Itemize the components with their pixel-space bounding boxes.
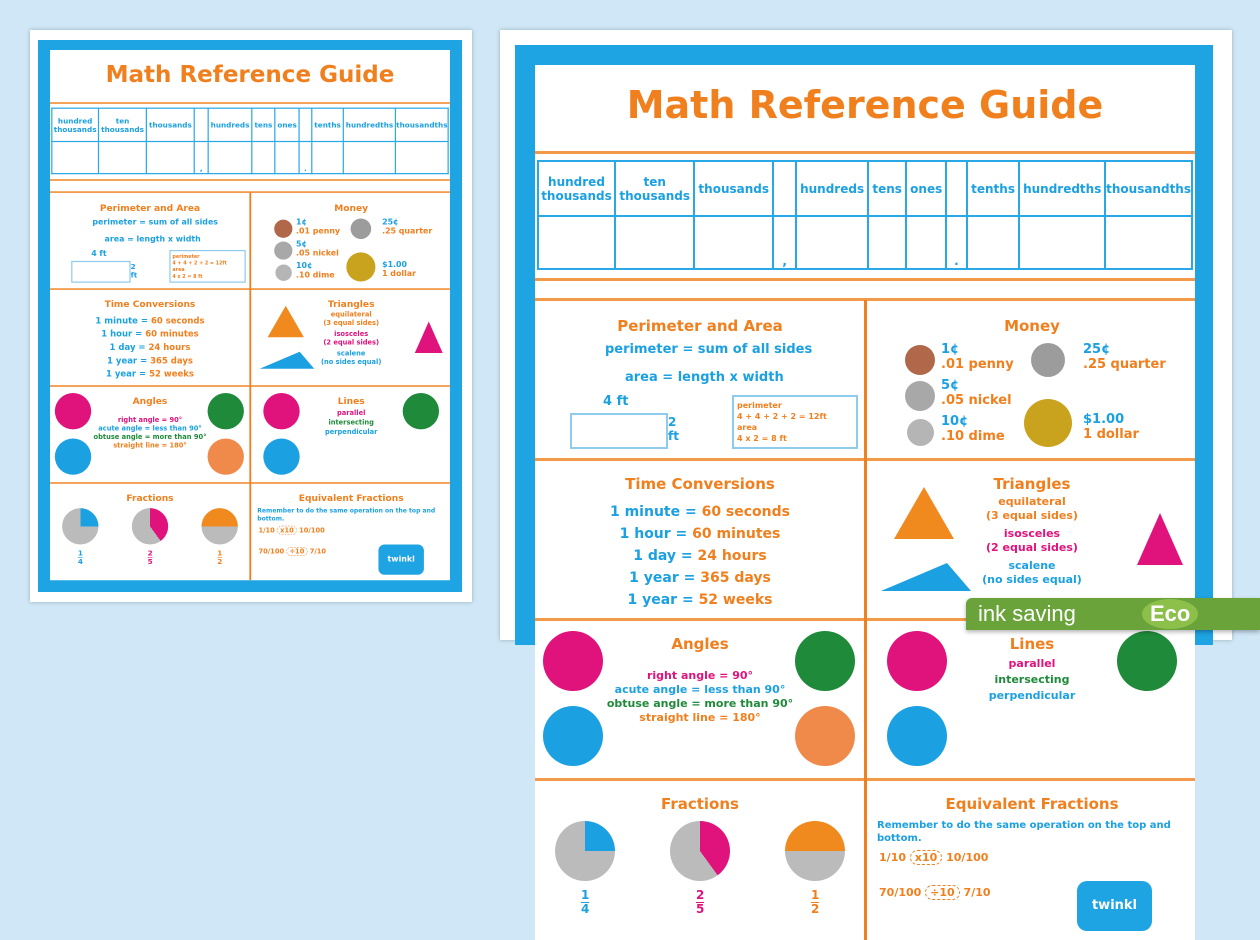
text: 1 day = xyxy=(633,548,693,564)
nickel-icon xyxy=(905,381,935,411)
pv-header: thousands xyxy=(147,108,195,141)
time-section xyxy=(535,461,865,621)
text: 365 days xyxy=(700,570,771,586)
quarter-icon xyxy=(1031,343,1065,377)
coin-name: 1 dollar xyxy=(382,269,416,279)
pv-header: ones xyxy=(906,161,946,216)
time-row xyxy=(535,523,865,545)
fractions-section xyxy=(50,484,250,580)
coin-name: .25 quarter xyxy=(382,226,433,237)
text: 1 year = xyxy=(629,570,696,586)
text: acute angle = less than 90° xyxy=(614,683,786,696)
section-title: Angles xyxy=(132,395,168,407)
numerator: 1 xyxy=(77,548,83,558)
perimeter-formula: perimeter = sum of all sides xyxy=(605,342,813,357)
divider xyxy=(50,179,450,181)
dollar-coin-icon xyxy=(346,252,375,281)
text: 1 year = xyxy=(107,356,148,366)
text: 1 minute = xyxy=(95,316,148,326)
text: 7 xyxy=(963,886,972,899)
text: parallel xyxy=(336,408,366,417)
poster-title: Math Reference Guide xyxy=(105,60,395,88)
text: 60 seconds xyxy=(701,504,791,520)
numerator: 1 xyxy=(581,888,590,902)
length-label: 4 ft xyxy=(603,394,629,409)
time-row xyxy=(50,314,250,327)
denominator: 4 xyxy=(77,557,83,566)
pv-cell xyxy=(538,216,615,269)
money-section xyxy=(251,193,450,290)
section-title: Time Conversions xyxy=(104,298,196,310)
text: perimeter xyxy=(737,401,782,410)
text: 60 minutes xyxy=(692,526,781,542)
section-title: Money xyxy=(334,202,369,214)
time-row xyxy=(50,328,250,341)
numerator: 1 xyxy=(811,888,820,902)
penny-icon xyxy=(274,220,292,238)
small-poster xyxy=(50,50,450,580)
text: 10 xyxy=(316,547,327,556)
text: area xyxy=(737,423,758,432)
pv-cell xyxy=(343,142,395,174)
time-row xyxy=(50,354,250,367)
pv-header: hundredths xyxy=(1019,161,1105,216)
pv-cell xyxy=(395,142,448,174)
fraction-pie-icon xyxy=(785,821,845,881)
coin-name: 1 dollar xyxy=(1083,427,1139,442)
poster-title: Math Reference Guide xyxy=(626,83,1104,127)
angles-section xyxy=(535,621,865,781)
pv-header: thousandths xyxy=(1105,161,1192,216)
coin-value: 1¢ xyxy=(941,342,960,357)
text: 10 xyxy=(265,526,275,535)
text: 4 x 2 = 8 ft xyxy=(737,434,787,443)
twinkl-logo: twinkl xyxy=(378,544,423,574)
rectangle-diagram xyxy=(71,261,130,283)
text: 24 hours xyxy=(148,342,191,353)
pv-cell xyxy=(147,142,195,174)
text: 10 xyxy=(890,851,906,864)
perpendicular-lines-icon xyxy=(887,706,947,766)
text: 1 hour = xyxy=(619,526,688,542)
text: 100 xyxy=(270,547,285,556)
time-list xyxy=(535,501,865,611)
comma-mark: , xyxy=(773,216,796,269)
triangles-section xyxy=(867,461,1195,621)
coin-name: .05 nickel xyxy=(941,393,1012,408)
divider xyxy=(50,102,450,104)
operation: x10 xyxy=(910,850,942,865)
text: 4 x 2 = 8 ft xyxy=(172,273,203,280)
pv-header: hundreds xyxy=(208,108,251,141)
text: 70 xyxy=(258,547,268,556)
pv-cell xyxy=(967,216,1019,269)
text: 100 xyxy=(310,526,325,535)
operation: x10 xyxy=(277,526,297,535)
text: scalene xyxy=(1008,559,1056,572)
triangles-section xyxy=(251,290,450,387)
text: 52 weeks xyxy=(149,369,194,380)
eco-ink-saving-badge xyxy=(966,598,1260,630)
text: 4 + 4 + 2 + 2 = 12ft xyxy=(737,412,827,421)
pv-header: tens xyxy=(252,108,275,141)
lines-section xyxy=(867,621,1195,781)
pv-cell xyxy=(906,216,946,269)
text: perpendicular xyxy=(988,689,1076,702)
text: 60 minutes xyxy=(145,329,199,340)
text: 10 xyxy=(975,886,991,899)
fraction-label xyxy=(811,889,819,916)
twinkl-logo: twinkl xyxy=(1077,881,1152,931)
coin-name: .10 dime xyxy=(296,270,335,280)
text: 4 + 4 + 2 + 2 = 12ft xyxy=(172,260,227,266)
section-title: Lines xyxy=(1009,635,1055,653)
text: 1 day = xyxy=(109,342,146,353)
denominator: 4 xyxy=(581,902,590,916)
fraction-label xyxy=(148,549,153,565)
text: 1 xyxy=(258,526,264,535)
coin-name: .01 penny xyxy=(941,357,1014,372)
time-section xyxy=(50,290,250,387)
section-title: Perimeter and Area xyxy=(99,202,201,214)
rectangle-diagram xyxy=(570,413,668,449)
section-title: Fractions xyxy=(126,492,174,504)
text: (3 equal sides) xyxy=(986,509,1078,522)
place-value-table xyxy=(537,160,1193,270)
text: 24 hours xyxy=(697,548,767,564)
text: intersecting xyxy=(994,673,1070,686)
denominator: 2 xyxy=(217,557,223,566)
coin-value: $1.00 xyxy=(1083,412,1125,427)
text: area xyxy=(172,266,185,273)
pv-header: hundredths xyxy=(343,108,395,141)
time-row xyxy=(50,368,250,381)
section-title: Equivalent Fractions xyxy=(298,492,404,504)
pv-header xyxy=(299,108,312,141)
time-list xyxy=(50,314,250,381)
fraction-pie-icon xyxy=(62,508,98,544)
text: equilateral xyxy=(998,495,1066,508)
text: isosceles xyxy=(334,329,369,338)
text: obtuse angle = more than 90° xyxy=(93,432,207,441)
pv-cell xyxy=(694,216,773,269)
text: 365 days xyxy=(150,356,193,366)
lines-section xyxy=(251,387,450,484)
time-row xyxy=(535,501,865,523)
operation: ÷10 xyxy=(286,547,307,556)
coin-value: 10¢ xyxy=(941,414,969,429)
text: right angle = 90° xyxy=(117,416,183,424)
text: isosceles xyxy=(1003,527,1061,540)
text: straight line = 180° xyxy=(639,711,761,724)
fraction-pie-icon xyxy=(670,821,730,881)
pv-header: hundreds xyxy=(796,161,868,216)
fraction-label xyxy=(696,889,704,916)
denominator: 5 xyxy=(696,902,705,916)
pv-header: tens xyxy=(868,161,906,216)
width-label: 2 ft xyxy=(130,262,138,280)
text: 60 seconds xyxy=(150,316,205,326)
equivalent-example: 1/10 x10 10/100 xyxy=(258,526,325,535)
divider xyxy=(535,151,1195,154)
text: 52 weeks xyxy=(698,592,773,608)
place-value-table xyxy=(51,108,449,175)
pv-cell xyxy=(868,216,906,269)
pv-cell xyxy=(615,216,694,269)
pv-header xyxy=(194,108,208,141)
numerator: 2 xyxy=(696,888,705,902)
pv-header: ten thousands xyxy=(615,161,694,216)
section-title: Perimeter and Area xyxy=(617,317,783,335)
text: (2 equal sides) xyxy=(323,338,380,347)
coin-value: 1¢ xyxy=(296,217,308,227)
denominator: 2 xyxy=(811,902,820,916)
quarter-icon xyxy=(351,218,372,239)
text: (no sides equal) xyxy=(982,573,1082,586)
pv-header: hundred thousands xyxy=(538,161,615,216)
time-row xyxy=(535,545,865,567)
text: 1 hour = xyxy=(101,329,143,340)
fraction-label xyxy=(78,549,83,565)
perimeter-section xyxy=(50,193,250,290)
worked-example-box xyxy=(169,250,245,283)
text: 1 year = xyxy=(627,592,694,608)
numerator: 2 xyxy=(147,548,153,558)
text: equilateral xyxy=(330,310,372,319)
text: 100 xyxy=(965,851,989,864)
text: 1 year = xyxy=(106,369,147,380)
pv-header: thousands xyxy=(694,161,773,216)
coin-value: $1.00 xyxy=(382,260,408,270)
text: 7 xyxy=(309,547,315,556)
fraction-pie-icon xyxy=(132,508,168,544)
coin-value: 5¢ xyxy=(941,378,960,393)
fractions-section xyxy=(535,781,865,940)
text: obtuse angle = more than 90° xyxy=(606,697,794,710)
note: Remember to do the same operation on the top and bottom. xyxy=(257,507,436,523)
text: 10 xyxy=(946,851,962,864)
pv-cell xyxy=(52,142,99,174)
text: (2 equal sides) xyxy=(986,541,1078,554)
coin-value: 5¢ xyxy=(296,239,308,249)
dollar-coin-icon xyxy=(1024,399,1072,447)
pv-cell xyxy=(1019,216,1105,269)
perpendicular-lines-icon xyxy=(263,438,299,474)
coin-name: .01 penny xyxy=(296,226,341,237)
text: right angle = 90° xyxy=(646,669,754,682)
pv-cell xyxy=(796,216,868,269)
text: intersecting xyxy=(328,418,374,427)
pv-cell xyxy=(1105,216,1192,269)
nickel-icon xyxy=(274,241,292,259)
section-title: Fractions xyxy=(661,795,739,813)
time-row xyxy=(50,341,250,354)
length-label: 4 ft xyxy=(91,249,107,259)
text: perpendicular xyxy=(324,428,378,437)
section-title: Triangles xyxy=(327,298,375,310)
equivalent-example: 70/100 ÷10 7/10 xyxy=(258,547,327,556)
comma-mark: , xyxy=(194,142,208,174)
text: (3 equal sides) xyxy=(323,319,380,327)
operation: ÷10 xyxy=(925,885,960,900)
pv-cell xyxy=(98,142,146,174)
ink-saving-label: ink saving xyxy=(978,601,1076,626)
pv-cell xyxy=(208,142,251,174)
pv-cell xyxy=(275,142,299,174)
text: straight line = 180° xyxy=(113,441,187,450)
section-title: Time Conversions xyxy=(625,475,775,493)
width-label: 2 ft xyxy=(668,415,679,443)
equivalent-example: 1/10 x10 10/100 xyxy=(879,851,989,864)
text: acute angle = less than 90° xyxy=(98,424,202,433)
text: (no sides equal) xyxy=(320,357,382,366)
text: 10 xyxy=(299,526,309,535)
decimal-mark: . xyxy=(946,216,967,269)
equivalent-fractions-section xyxy=(867,781,1195,940)
coin-name: .25 quarter xyxy=(1083,357,1166,372)
text: perimeter xyxy=(172,253,200,260)
equivalent-example: 70/100 ÷10 7/10 xyxy=(879,886,991,899)
text: parallel xyxy=(1008,657,1056,670)
pv-header xyxy=(773,161,796,216)
note: Remember to do the same operation on the top and bottom. xyxy=(877,820,1171,844)
section-title: Lines xyxy=(337,395,365,407)
text: 1 minute = xyxy=(609,504,697,520)
perimeter-formula: perimeter = sum of all sides xyxy=(92,217,218,227)
fraction-pie-icon xyxy=(555,821,615,881)
pv-header: thousandths xyxy=(395,108,448,141)
area-formula: area = length x width xyxy=(625,370,784,385)
worked-example-box xyxy=(732,395,858,449)
fraction-pie-icon xyxy=(202,508,238,544)
area-formula: area = length x width xyxy=(104,234,201,244)
pv-cell xyxy=(312,142,344,174)
coin-name: .05 nickel xyxy=(296,248,339,258)
section-title: Equivalent Fractions xyxy=(945,795,1119,813)
fraction-label xyxy=(581,889,589,916)
coin-value: 25¢ xyxy=(382,217,399,227)
divider xyxy=(535,278,1195,281)
fraction-label xyxy=(217,549,222,565)
denominator: 5 xyxy=(147,557,153,566)
text: scalene xyxy=(336,349,366,358)
coin-value: 10¢ xyxy=(296,261,313,271)
section-title: Angles xyxy=(671,635,729,653)
coin-name: .10 dime xyxy=(941,429,1005,444)
pv-cell xyxy=(252,142,275,174)
pv-header: tenths xyxy=(967,161,1019,216)
dime-icon xyxy=(275,265,291,281)
decimal-mark: . xyxy=(299,142,312,174)
pv-header xyxy=(946,161,967,216)
pv-header: ones xyxy=(275,108,299,141)
pv-header: hundred thousands xyxy=(52,108,99,141)
time-row xyxy=(535,567,865,589)
dime-icon xyxy=(907,419,934,446)
section-title: Triangles xyxy=(993,475,1071,493)
time-row xyxy=(535,589,865,611)
angles-section xyxy=(50,387,250,484)
equivalent-fractions-section xyxy=(251,484,450,580)
money-section xyxy=(867,301,1195,461)
penny-icon xyxy=(905,345,935,375)
text: 70 xyxy=(879,886,895,899)
large-poster xyxy=(535,65,1195,940)
eco-label: Eco xyxy=(1150,601,1191,626)
pv-header: tenths xyxy=(312,108,344,141)
section-title: Money xyxy=(1004,317,1060,335)
pv-header: ten thousands xyxy=(98,108,146,141)
text: 100 xyxy=(898,886,922,899)
text: 1 xyxy=(879,851,887,864)
numerator: 1 xyxy=(217,548,223,558)
coin-value: 25¢ xyxy=(1083,342,1111,357)
perimeter-section xyxy=(535,301,865,461)
